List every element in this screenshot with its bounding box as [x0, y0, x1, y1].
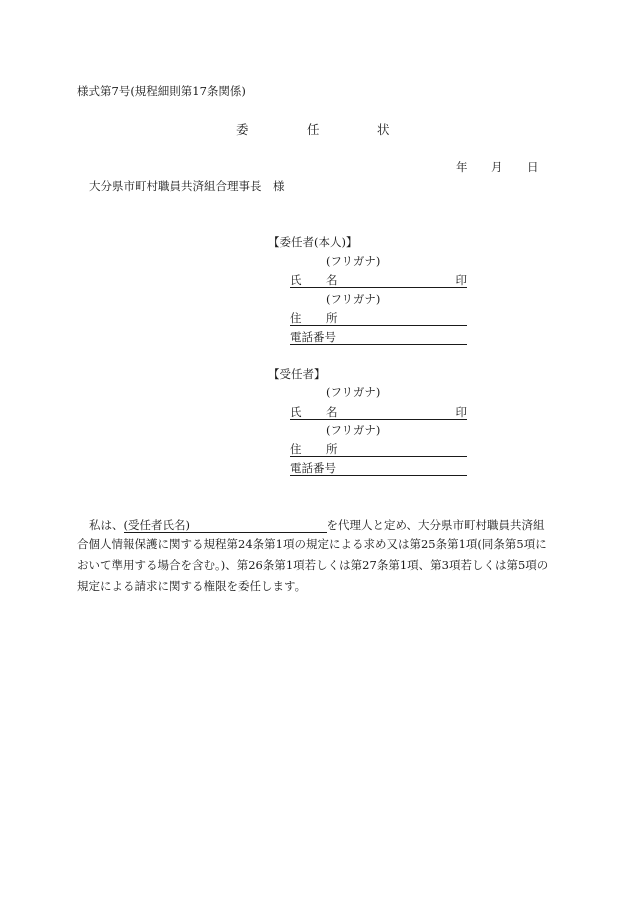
- document-title-char-3: 状: [377, 122, 390, 137]
- agent-name-blank-label: (受任者氏名): [123, 518, 190, 532]
- principal-seal: 印: [455, 272, 467, 287]
- statement-line-2: 合個人情報保護に関する規程第24条第1項の規定による求め又は第25条第1項(同条第5項に: [77, 537, 547, 551]
- principal-furigana-name: (フリガナ): [326, 254, 381, 268]
- agent-address-label-2: 所: [326, 441, 338, 456]
- statement-prefix: 私は、: [89, 518, 124, 532]
- document-title-char-2: 任: [307, 122, 320, 137]
- agent-name-label-1: 氏: [290, 404, 302, 419]
- principal-address-label-1: 住: [290, 310, 302, 325]
- document-title-char-1: 委: [236, 122, 249, 137]
- principal-address-field[interactable]: [290, 311, 467, 326]
- statement-line-4: 規定による請求に関する権限を委任します。: [77, 579, 307, 593]
- statement-line-3: おいて準用する場合を含む。)、第26条第1項若しくは第27条第1項、第3項若しくは第5項の: [77, 558, 549, 572]
- principal-phone-field[interactable]: [290, 330, 467, 345]
- date-month: 月: [491, 160, 503, 174]
- agent-furigana-name: (フリガナ): [326, 385, 381, 399]
- statement-line-1-rest: を代理人と定め、大分県市町村職員共済組: [326, 518, 545, 532]
- agent-name-blank[interactable]: [124, 518, 327, 533]
- form-number: 様式第7号(規程細則第17条関係): [77, 84, 246, 98]
- principal-address-label-2: 所: [326, 310, 338, 325]
- agent-phone-field[interactable]: [290, 461, 467, 476]
- agent-seal: 印: [455, 404, 467, 419]
- agent-address-label-1: 住: [290, 441, 302, 456]
- addressee: 大分県市町村職員共済組合理事長 様: [89, 179, 285, 193]
- principal-phone-label: 電話番号: [290, 329, 336, 344]
- agent-name-label-2: 名: [326, 404, 338, 419]
- principal-name-label-2: 名: [326, 272, 338, 287]
- agent-address-field[interactable]: [290, 442, 467, 457]
- principal-furigana-address: (フリガナ): [326, 292, 381, 306]
- date-day: 日: [527, 160, 539, 174]
- statement-line-1: [89, 518, 545, 533]
- principal-heading: 【委任者(本人)】: [268, 235, 358, 249]
- agent-name-field[interactable]: [290, 405, 467, 420]
- agent-phone-label: 電話番号: [290, 460, 336, 475]
- principal-name-field[interactable]: [290, 273, 467, 288]
- agent-furigana-address: (フリガナ): [326, 423, 381, 437]
- date-year: 年: [456, 160, 468, 174]
- agent-heading: 【受任者】: [268, 367, 326, 381]
- principal-name-label-1: 氏: [290, 272, 302, 287]
